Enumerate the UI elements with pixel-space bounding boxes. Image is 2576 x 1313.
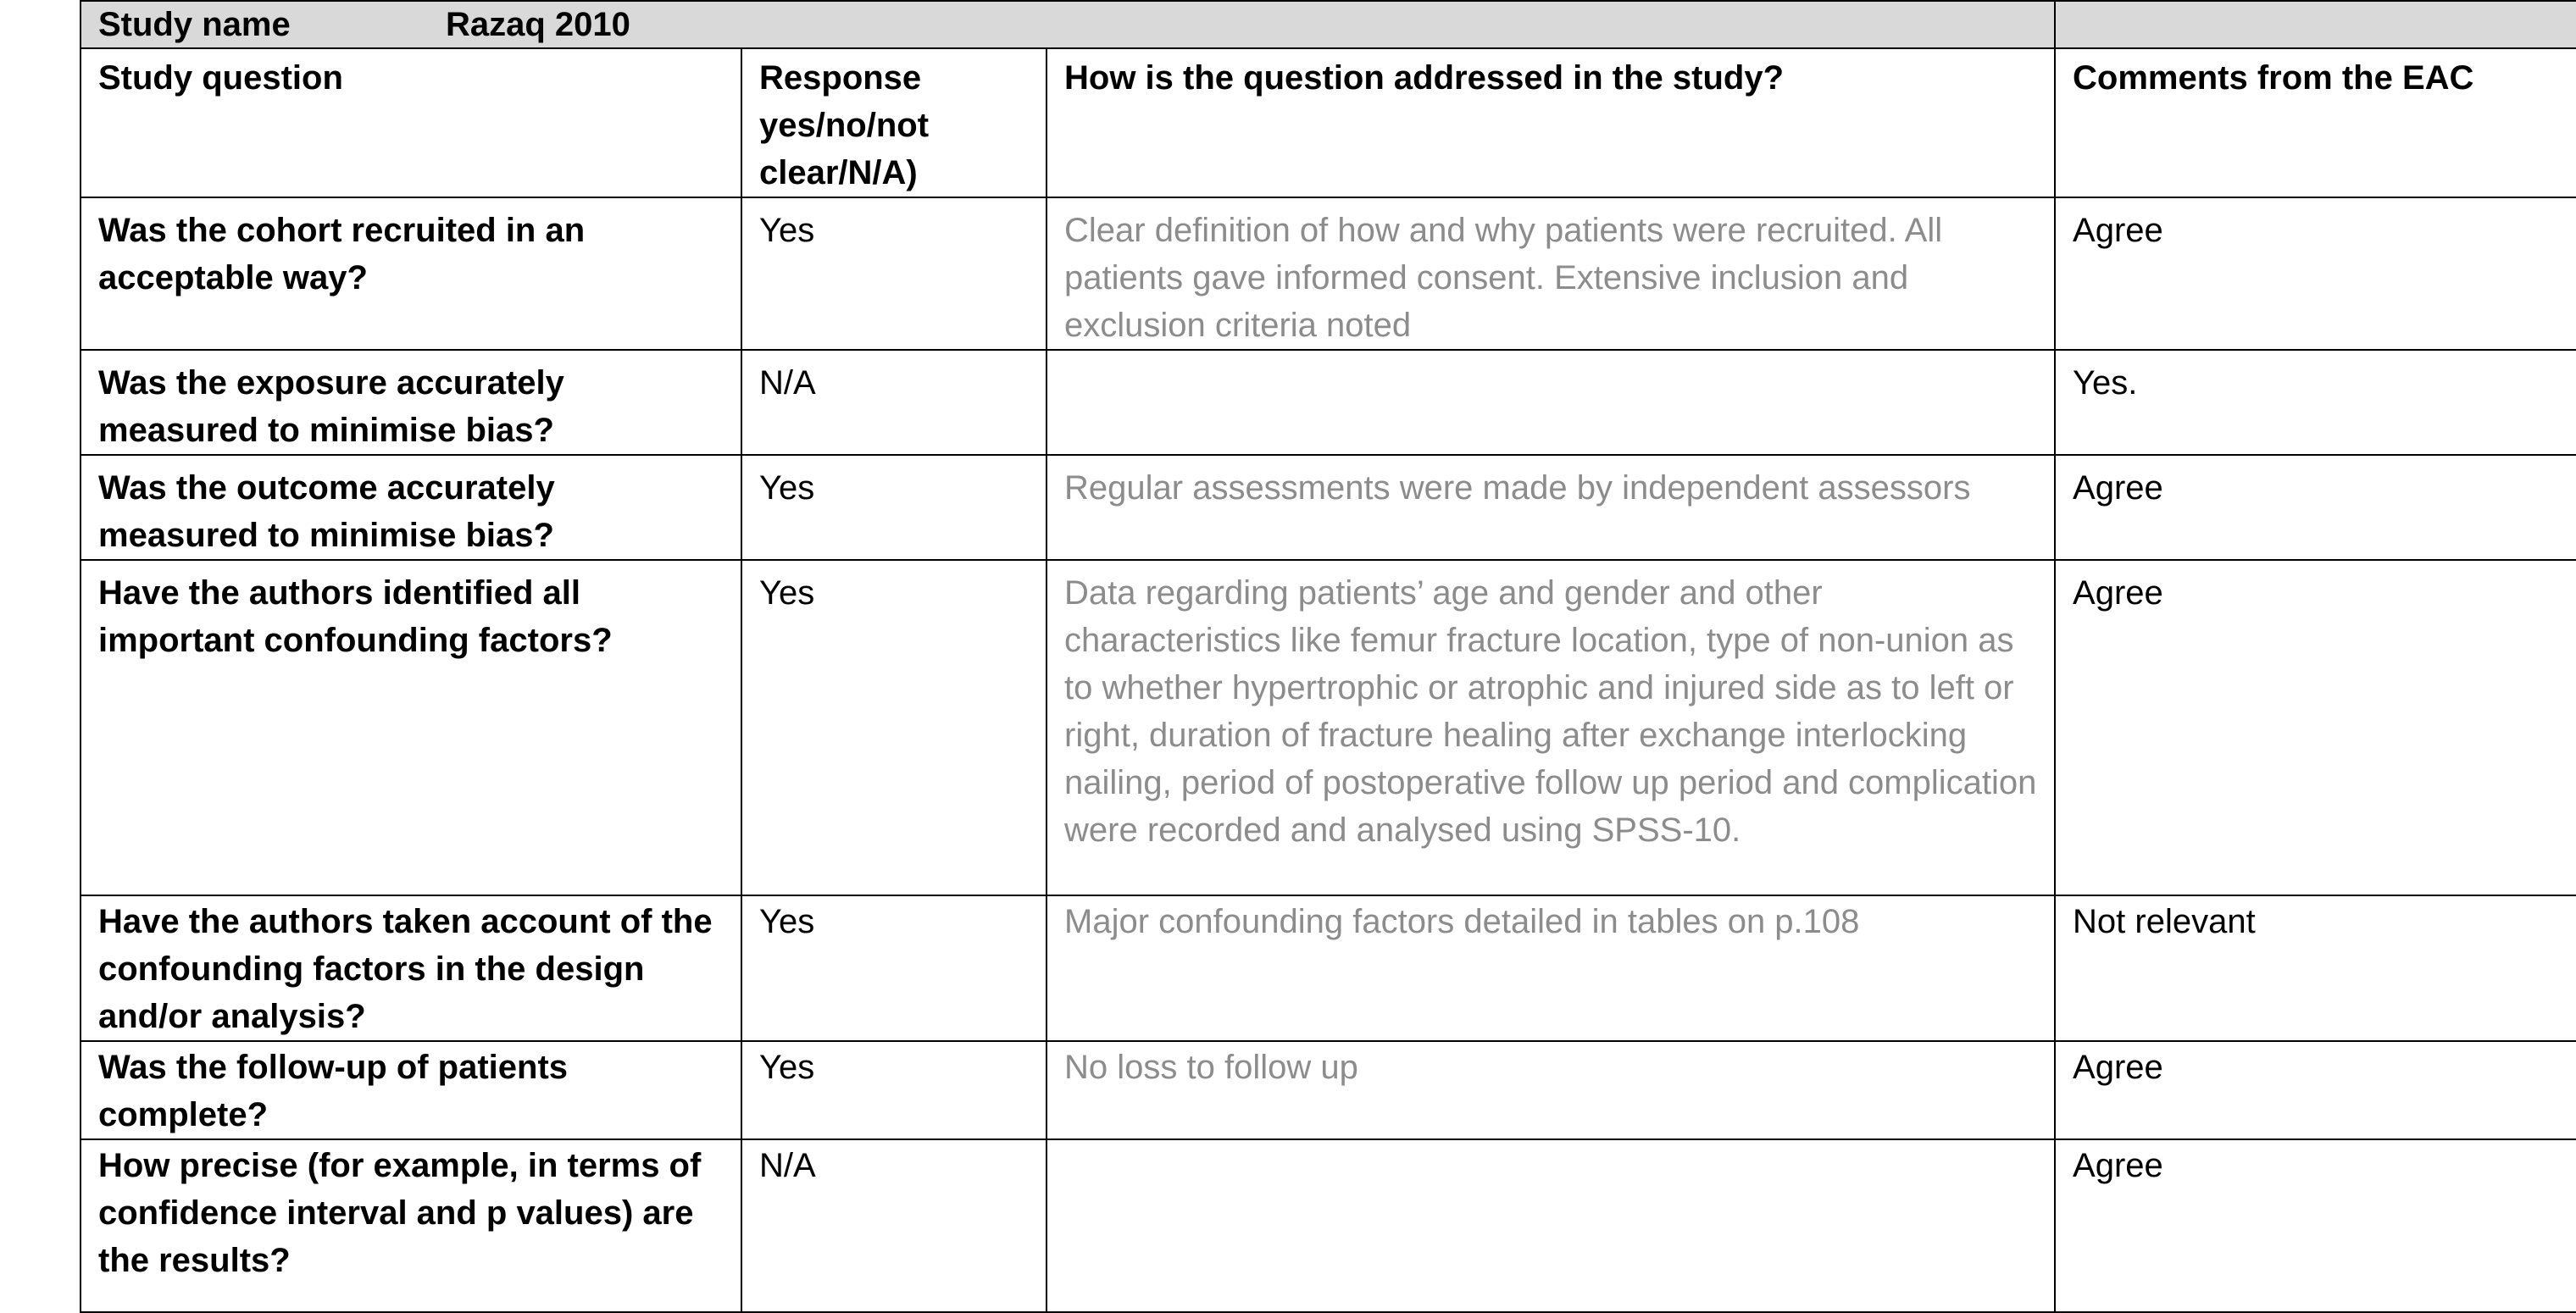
table-row — [80, 455, 2576, 560]
comment-cell: Agree — [2055, 1041, 2576, 1139]
appraisal-table — [80, 0, 2576, 1313]
table-row — [80, 560, 2576, 895]
question-cell: Was the follow-up of patients complete? — [80, 1041, 741, 1139]
comment-cell: Agree — [2055, 1139, 2576, 1312]
table-header-row — [80, 48, 2576, 197]
question-cell: How precise (for example, in terms of confidence interval and p values) are the results? — [80, 1139, 741, 1312]
table-row — [80, 895, 2576, 1041]
comment-cell: Agree — [2055, 197, 2576, 350]
header-response-line: Response — [759, 59, 922, 97]
response-cell: N/A — [741, 350, 1046, 455]
study-name-cell — [80, 1, 2055, 48]
question-cell: Was the outcome accurately measured to minimise bias? — [80, 455, 741, 560]
response-cell: Yes — [741, 895, 1046, 1041]
address-cell — [1046, 350, 2055, 455]
address-cell — [1046, 1139, 2055, 1312]
response-cell: Yes — [741, 1041, 1046, 1139]
table-row — [80, 197, 2576, 350]
address-cell: Data regarding patients’ age and gender and other characteristics like femur fracture location, type of non-union as to whether hypertrophic or atrophic and injured side as to left or right, duration of fracture healing after exchange interlocking nailing, period of postoperative follow up period and complication were recorded and analysed using SPSS-10. — [1046, 560, 2055, 895]
comment-cell: Not relevant — [2055, 895, 2576, 1041]
table-row — [80, 1139, 2576, 1312]
comment-cell: Agree — [2055, 455, 2576, 560]
header-response-line: clear/N/A) — [759, 154, 918, 191]
response-cell: Yes — [741, 455, 1046, 560]
address-cell: Regular assessments were made by independent assessors — [1046, 455, 2055, 560]
study-name-label: Study name — [98, 6, 291, 43]
comment-cell: Yes. — [2055, 350, 2576, 455]
table-row — [80, 1041, 2576, 1139]
study-name-row — [80, 1, 2576, 48]
header-comments: Comments from the EAC — [2055, 48, 2576, 197]
table-row — [80, 350, 2576, 455]
response-cell: N/A — [741, 1139, 1046, 1312]
question-cell: Was the exposure accurately measured to minimise bias? — [80, 350, 741, 455]
comment-cell: Agree — [2055, 560, 2576, 895]
response-cell: Yes — [741, 197, 1046, 350]
address-cell: Clear definition of how and why patients were recruited. All patients gave informed consent. Extensive inclusion and exclusion criteria noted — [1046, 197, 2055, 350]
address-cell: No loss to follow up — [1046, 1041, 2055, 1139]
header-how-addressed: How is the question addressed in the study? — [1046, 48, 2055, 197]
question-cell: Have the authors taken account of the confounding factors in the design and/or analysis? — [80, 895, 741, 1041]
question-cell: Was the cohort recruited in an acceptable way? — [80, 197, 741, 350]
header-study-question: Study question — [80, 48, 741, 197]
appraisal-sheet — [80, 0, 2576, 1279]
address-cell: Major confounding factors detailed in tables on p.108 — [1046, 895, 2055, 1041]
study-name-empty-cell — [2055, 1, 2576, 48]
header-response — [741, 48, 1046, 197]
question-cell: Have the authors identified all important confounding factors? — [80, 560, 741, 895]
header-response-line: yes/no/not — [759, 107, 930, 144]
response-cell: Yes — [741, 560, 1046, 895]
study-name-value: Razaq 2010 — [446, 6, 630, 43]
